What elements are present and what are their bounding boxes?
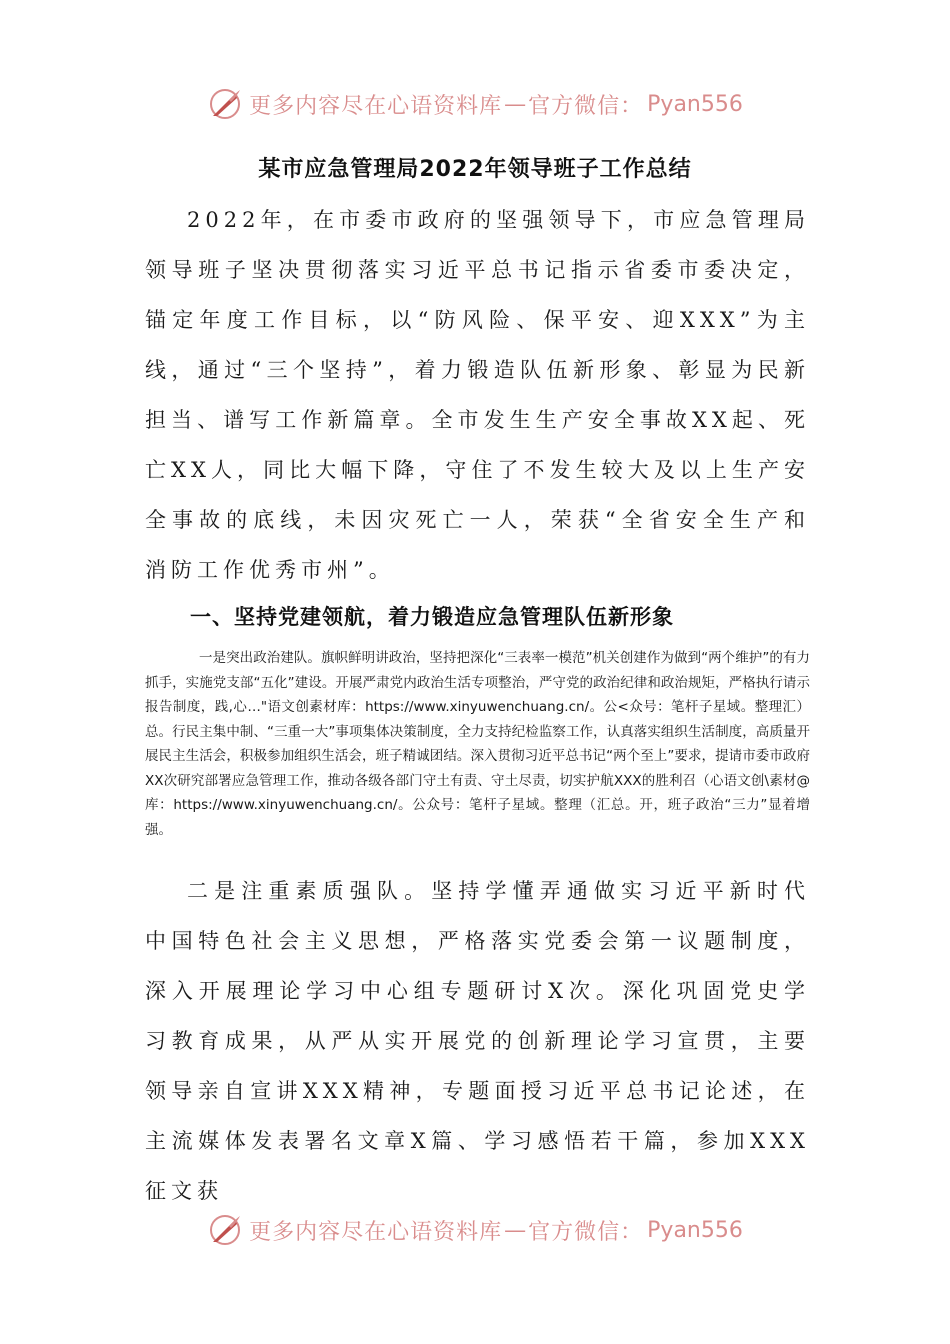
section-1-heading: 一、坚持党建领航，着力锻造应急管理队伍新形象 — [190, 605, 674, 629]
quill-logo-icon — [207, 86, 243, 122]
section-1-paragraph-2: 二是注重素质强队。坚持学懂弄通做实习近平新时代中国特色社会主义思想，严格落实党委会第一议题制度，深入开展理论学习中心组专题研讨X次。深化巩固党史学习教育成果，从严从实开展党的创新理论学习宣贯，主要领导亲自宣讲XXX精神，专题面授习近平总书记论述，在主流媒体发表署名文章X篇、学习感悟若干篇，参加XXX征文获 — [145, 879, 810, 1203]
watermark-separator: — — [504, 1217, 527, 1243]
watermark-wechat-id: Pyan556 — [647, 1217, 743, 1243]
watermark-text: 更多内容尽在心语资料库 — [249, 93, 503, 119]
document-title: 某市应急管理局2022年领导班子工作总结 — [258, 157, 692, 182]
footer-watermark — [0, 1210, 950, 1250]
quill-logo-icon — [207, 1212, 243, 1248]
watermark-wechat-id: Pyan556 — [647, 91, 743, 117]
section-1-paragraph-1: 一是突出政治建队。旗帜鲜明讲政治，坚持把深化“三表率一模范”机关创建作为做到“两个维护”的有力抓手，实施党支部“五化”建设。开展严肃党内政治生活专项整治，严守党的政治纪律和政治规矩，严格执行请示报告制度，践,心…"语文创素材库：https://www.xinyuwenchuang.cn/。公<众号：笔杆子星域。整理汇）总。行民主集中制、“三重一大”事项集体决策制度，全力支持纪检监察工作，认真落实组织生活制度，高质量开展民主生活会，积极参加组织生活会，班子精诚团结。深入贯彻习近平总书记“两个至上”要求，提请市委市政府XX次研究部署应急管理工作，推动各级各部门守土有责、守土尽责，切实护航XXX的胜利召（心语文创\素材@库：https://www.xinyuwenchuang.cn/。公众号：笔杆子星域。整理（汇总。开，班子政治“三力”显着增强。 — [145, 650, 810, 838]
watermark-wechat-label: 官方微信： — [528, 93, 644, 119]
watermark-separator: — — [504, 91, 527, 117]
watermark-text: 更多内容尽在心语资料库 — [249, 1219, 503, 1245]
watermark-wechat-label: 官方微信： — [528, 1219, 644, 1245]
intro-paragraph: 2022年，在市委市政府的坚强领导下，市应急管理局领导班子坚决贯彻落实习近平总书记指示省委市委决定，锚定年度工作目标，以“防风险、保平安、迎XXX”为主线，通过“三个坚持”，着力锻造队伍新形象、彰显为民新担当、谱写工作新篇章。全市发生生产安全事故XX起、死亡XX人，同比大幅下降，守住了不发生较大及以上生产安全事故的底线，未因灾死亡一人，荣获“全省安全生产和消防工作优秀市州”。 — [145, 208, 810, 582]
header-watermark — [0, 84, 950, 124]
